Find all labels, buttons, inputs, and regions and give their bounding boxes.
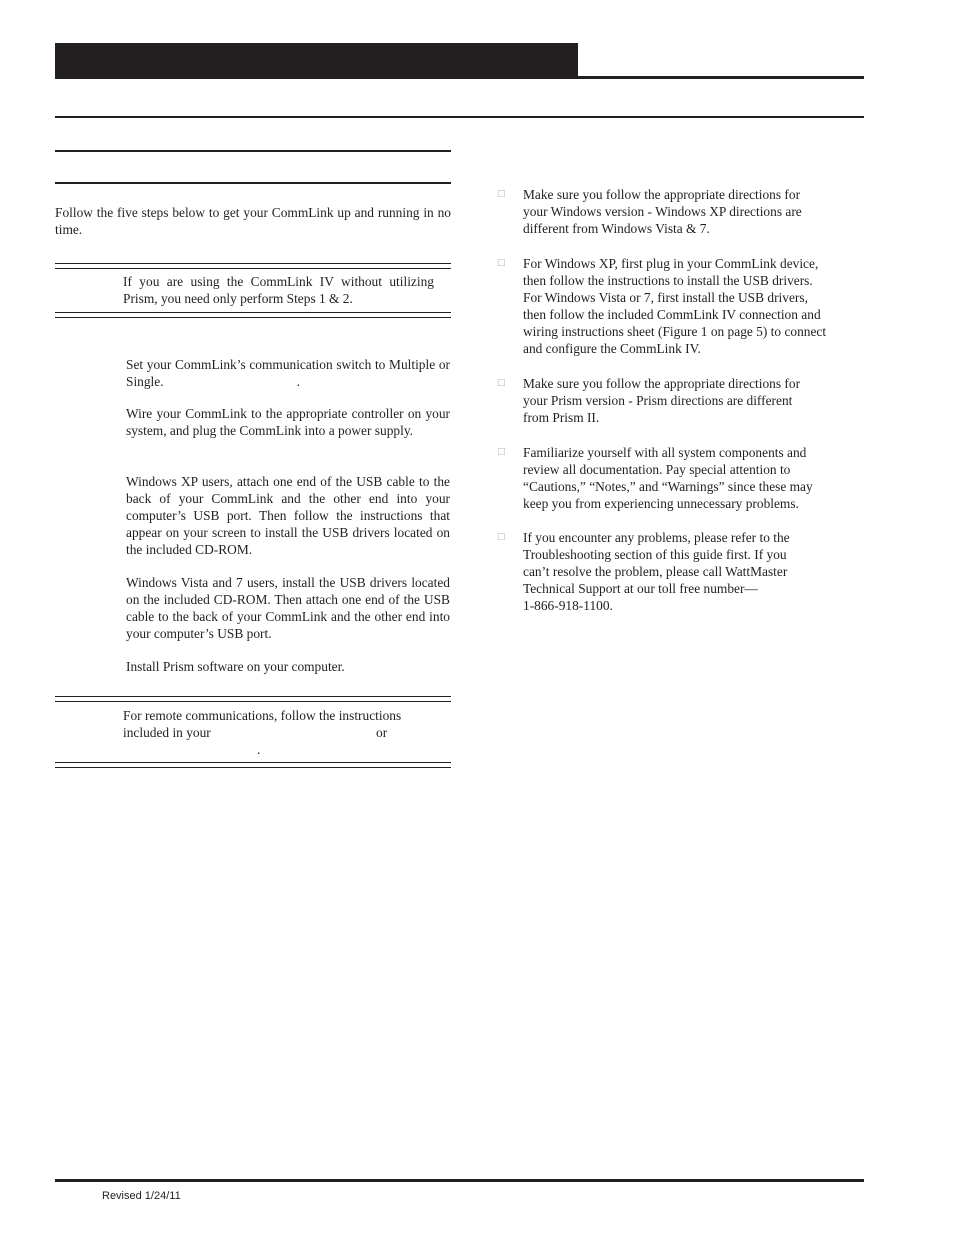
left-heading-rule-top	[55, 150, 451, 152]
checkbox-icon: □	[497, 447, 506, 457]
bullet-line: from Prism II.	[523, 410, 600, 425]
note-bottom-rule-3	[55, 762, 451, 763]
header-rule	[578, 76, 864, 79]
note-bottom-rule-2	[55, 701, 451, 702]
step-1	[126, 356, 450, 390]
note-top-rule-4	[55, 317, 451, 318]
bullet-line: For Windows Vista or 7, first install the USB drivers,	[523, 290, 808, 305]
bullet-line: Familiarize yourself with all system components and	[523, 445, 807, 460]
bullet-line: different from Windows Vista & 7.	[523, 221, 710, 236]
bullet-line: can’t resolve the problem, please call WattMaster	[523, 564, 788, 579]
footer-rule	[55, 1179, 864, 1182]
note-top-rule-2	[55, 268, 451, 269]
checkbox-icon: □	[497, 189, 506, 199]
bullet-line: 1-866-918-1100.	[523, 598, 613, 613]
bullet-line: your Prism version - Prism directions are different	[523, 393, 793, 408]
bullet-line: Troubleshooting section of this guide first. If you	[523, 547, 787, 562]
note-bottom-line-2-start: included in your	[123, 725, 211, 740]
bullet-line: your Windows version - Windows XP directions are	[523, 204, 802, 219]
checkbox-icon: □	[497, 258, 506, 268]
bullet-line: then follow the instructions to install the USB drivers.	[523, 273, 813, 288]
intro-paragraph: Follow the five steps below to get your CommLink up and running in no time.	[55, 205, 451, 237]
step-2: Wire your CommLink to the appropriate controller on your system, and plug the CommLink into a power supply.	[126, 406, 450, 438]
note-bottom-line-1: For remote communications, follow the instructions	[123, 708, 402, 723]
bullet-line: then follow the included CommLink IV connection and	[523, 307, 821, 322]
bullet-line: review all documentation. Pay special attention to	[523, 462, 791, 477]
note-bottom-rule-4	[55, 767, 451, 768]
note-bottom-rule-1	[55, 696, 451, 697]
bullet-line: Make sure you follow the appropriate directions for	[523, 187, 801, 202]
step-5: Install Prism software on your computer.	[126, 659, 345, 674]
step-1-text: Set your CommLink’s communication switch to Multiple or Single.	[126, 357, 450, 389]
section-rule	[55, 116, 864, 118]
checkbox-icon: □	[497, 532, 506, 542]
note-top-rule-3	[55, 312, 451, 313]
step-3: Windows XP users, attach one end of the USB cable to the back of your CommLink and the other end into your computer’s USB port. Then follow the instructions that appear on your screen to install the USB drivers located on the included CD-ROM.	[126, 474, 450, 557]
bullet-line: wiring instructions sheet (Figure 1 on page 5) to connect	[523, 324, 827, 339]
step-1-trail: .	[296, 374, 300, 389]
note-top-rule-1	[55, 263, 451, 264]
bullet-line: “Cautions,” “Notes,” and “Warnings” since these may	[523, 479, 813, 494]
note-bottom-line-2-end: or	[376, 725, 388, 740]
bullet-line: If you encounter any problems, please refer to the	[523, 530, 790, 545]
bullet-line: and configure the CommLink IV.	[523, 341, 701, 356]
bullet-line: Make sure you follow the appropriate directions for	[523, 376, 801, 391]
checkbox-icon: □	[497, 378, 506, 388]
bullet-line: keep you from experiencing unnecessary problems.	[523, 496, 799, 511]
note-bottom-line-3-end: .	[257, 742, 261, 757]
left-heading-rule-bottom	[55, 182, 451, 184]
note-top-text: If you are using the CommLink IV without utilizing Prism, you need only perform Steps 1 & 2.	[123, 274, 434, 306]
step-4: Windows Vista and 7 users, install the USB drivers located on the included CD-ROM. Then attach one end of the USB cable to the back of your CommLink and the other end into your computer’s USB port.	[126, 575, 450, 641]
bullet-line: Technical Support at our toll free number—	[523, 581, 758, 596]
bullet-line: For Windows XP, first plug in your CommLink device,	[523, 256, 819, 271]
footer-revised-date: Revised 1/24/11	[102, 1190, 181, 1202]
header-bar	[55, 43, 578, 79]
